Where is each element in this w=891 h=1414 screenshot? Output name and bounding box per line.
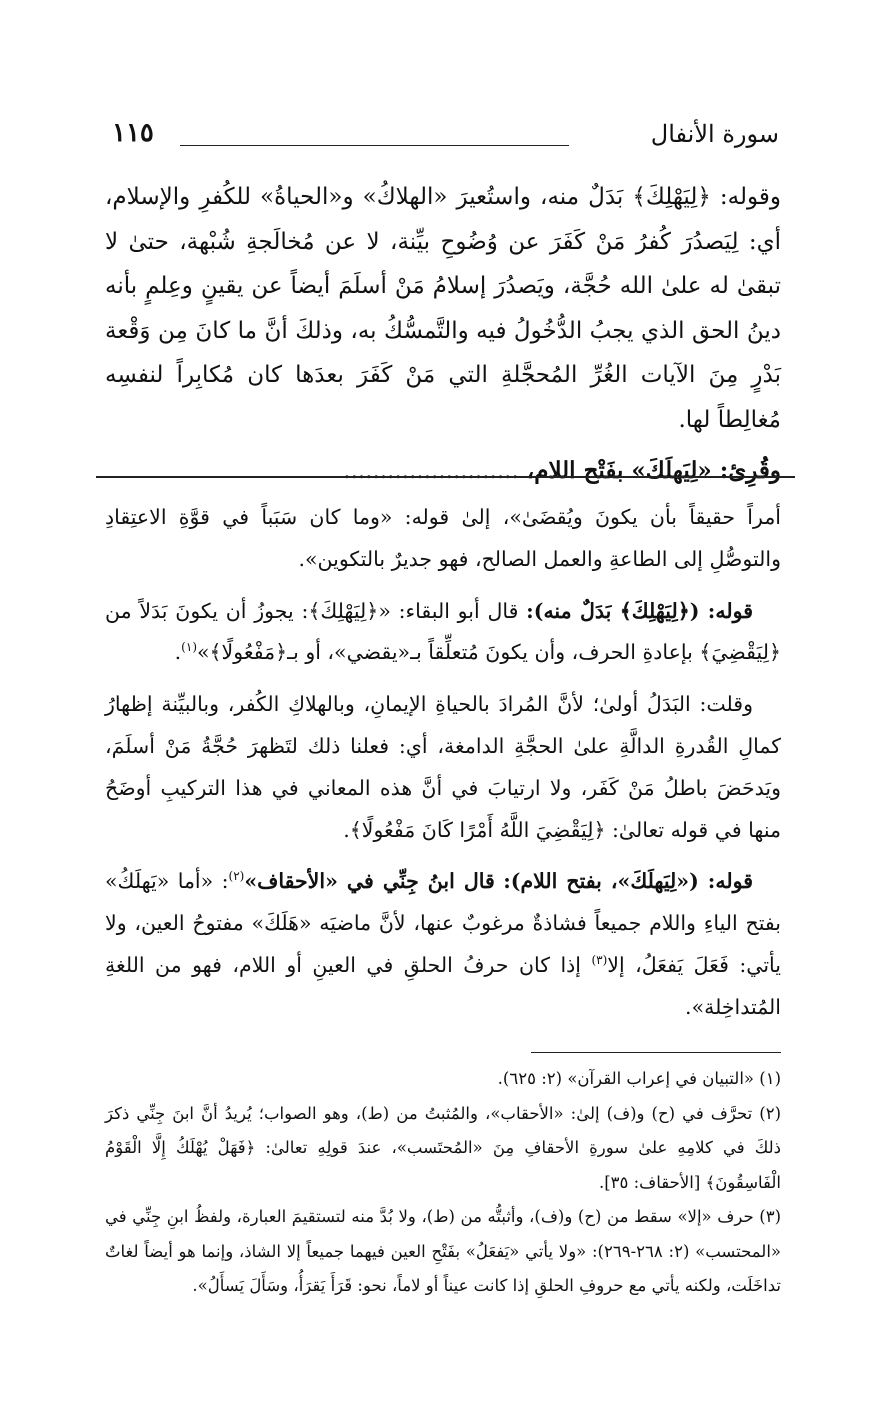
footnotes — [105, 1062, 781, 1304]
footnote-1: (١) «التبيان في إعراب القرآن» (٢: ٦٢٥). — [497, 1069, 781, 1088]
commentary-body-4a: قال ابنُ جِنِّي في «الأحقاف» — [244, 869, 495, 894]
header-rule — [180, 145, 569, 146]
commentary-body-4c: إذا كان حرفُ الحلقِ في العينِ أو اللام، فهو من اللغةِ المُتداخِلة». — [105, 952, 781, 1019]
surah-title: سورة الأنفال — [650, 120, 779, 148]
commentary-paragraph-3: وقلت: البَدَلُ أولىٰ؛ لأنَّ المُرادَ بالحياةِ الإيمانِ، وبالهلاكِ الكُفر، وبالبيِّنة إظهارُ كمالِ القُدرةِ الدالَّةِ علىٰ الحجَّةِ الدامغة، أي: فعلنا ذلك لتَظهرَ حُجَّةُ مَنْ أسلَمَ، ويَدحَضَ باطلُ مَنْ كَفَر، ولا ارتيابَ في أنَّ هذه المعاني في هذا التركيبِ أوضَحُ منها في قوله تعالىٰ: ﴿لِيَقْضِيَ اللَّهُ أَمْرًا كَانَ مَفْعُولًا﴾. — [105, 692, 781, 842]
page-header — [112, 118, 779, 158]
commentary-paragraph-2: قوله: (﴿لِيَهْلِكَ﴾ بَدَلٌ منه): قال أبو البقاء: «﴿لِيَهْلِكَ﴾: يجوزُ أن يكونَ بَدَلاً من ﴿لِيَقْضِيَ﴾ بإعادةِ الحرف، وأن يكونَ مُتعلِّقاً بـ«يقضي»، أو بـ﴿مَفْعُولًا﴾»$^{(١)}$. — [105, 598, 781, 665]
main-paragraph: وقوله: ﴿لِيَهْلِكَ﴾ بَدَلٌ منه، واستُعيرَ «الهلاكُ» و«الحياةُ» للكُفرِ والإسلام، أي: لِيَصدُرَ كُفرُ مَنْ كَفَرَ عن وُضُوحِ بيِّنة، لا عن مُخالَجةِ شُبْهة، حتىٰ لا تبقىٰ له علىٰ الله حُجَّة، ويَصدُرَ إسلامُ مَنْ أسلَمَ أيضاً عن يقينٍ وعِلمٍ بأنه دينُ الحق الذي يجبُ الدُّخُولُ فيه والتَّمسُّكُ به، وذلكَ أنَّ ما كانَ مِن وَقْعة بَدْرٍ مِنَ الآيات الغُرِّ المُحجَّلةِ التي مَنْ كَفَرَ بعدَها كان مُكابِراً لنفسِه مُغالِطاً لها. — [105, 184, 781, 433]
main-text — [105, 175, 781, 493]
commentary-paragraph-1: أمراً حقيقاً بأن يكونَ ويُقضَىٰ»، إلىٰ قوله: «وما كان سَبَباً في قوَّةِ الاعتِقادِ والتوصُّلِ إلى الطاعةِ والعمل الصالح، فهو جديرٌ بالتكوين». — [105, 505, 781, 571]
commentary-body-4b: : «أما «يَهلَكُ» بفتح الياءِ واللام جميعاً فشاذةٌ مرغوبٌ عنها، لأنَّ ماضيَه «هَلَكَ» مفتوحُ العين، ولا يأتي: فَعَلَ يَفعَلُ، إلا — [105, 869, 781, 977]
commentary-text — [105, 497, 781, 1039]
commentary-body-2: قال أبو البقاء: «﴿لِيَهْلِكَ﴾: يجوزُ أن يكونَ بَدَلاً من ﴿لِيَقْضِيَ﴾ بإعادةِ الحرف، وأن يكونَ مُتعلِّقاً بـ«يقضي»، أو بـ﴿مَفْعُولًا﴾» — [105, 598, 781, 665]
footnote-3: (٣) حرف «إلا» سقط من (ح) و(ف)، وأثبتُّه من (ط)، ولا بُدَّ منه لتستقيمَ العبارة، ولفظُ ابنِ جِنِّي في «المحتسب» (٢: ٢٦٨-٢٦٩): «ولا يأتي «يَفعَلُ» بفَتْحِ العين فيهما جميعاً إلا الشاذ، وإنما هو أيضاً لغاتٌ تداخَلَت، ولكنه يأتي مع حروفِ الحلقِ إذا كانت عيناً أو لاماً، نحو: قَرَأَ يَقرَأُ، وسَأَلَ يَسأَلُ». — [105, 1207, 781, 1295]
commentary-lemma-2: قوله: (﴿لِيَهْلِكَ﴾ بَدَلٌ منه): — [526, 598, 753, 623]
page-number: ١١٥ — [112, 118, 154, 148]
qiraa-text: وقُرِئ: «لِيَهلَكَ» بفَتْح اللام، — [526, 456, 781, 484]
commentary-paragraph-4 — [105, 861, 781, 1028]
footnote-ref-2[interactable]: (٢) — [228, 869, 245, 884]
qiraa-line — [105, 449, 781, 494]
commentary-lemma-4: قوله: («لِيَهلَكَ»، بفتح اللام): — [503, 869, 753, 894]
section-separator — [96, 476, 795, 478]
qiraa-dots: ........................ — [343, 457, 519, 484]
footnote-ref-1[interactable]: (١) — [181, 640, 197, 655]
footnote-2: (٢) تحرَّف في (ح) و(ف) إلىٰ: «الأحقاب»، والمُثبتُ من (ط)، وهو الصواب؛ يُريدُ أنَّ ابنَ جِنِّي ذكرَ ذلكَ في كلامِهِ علىٰ سورةِ الأحقافِ مِنَ «المُحتَسب»، عندَ قولِهِ تعالىٰ: ﴿فَهَلْ يُهْلَكُ إِلَّا الْقَوْمُ الْفَاسِقُونَ﴾ [الأحقاف: ٣٥]. — [105, 1103, 781, 1192]
footnote-separator — [531, 1052, 781, 1053]
footnote-ref-3[interactable]: (٣) — [591, 953, 608, 968]
